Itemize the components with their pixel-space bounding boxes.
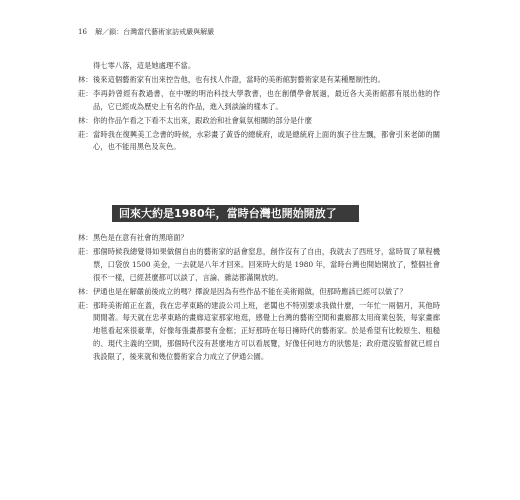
- dialogue-text: 你的作品乍看之下看不太出來，跟政治和社會氣氛相關的部分是什麼: [93, 115, 312, 125]
- running-header: [78, 27, 214, 37]
- interview-section-1: [78, 60, 440, 154]
- dialogue-paragraph: [78, 74, 440, 87]
- speaker-label: 林：: [78, 74, 93, 84]
- page-number: 16: [78, 28, 87, 36]
- dialogue-paragraph: [78, 88, 440, 114]
- dialogue-text: 得七零八落，這是她處理不當。: [93, 61, 196, 70]
- section-heading-banner: 回來大約是1980年，當時台灣也開始開放了: [112, 205, 359, 222]
- speaker-label: 林：: [78, 115, 93, 125]
- interview-section-2: [78, 232, 440, 364]
- speaker-label: 莊：: [78, 300, 93, 310]
- dialogue-text: 那時美術館正在蓋，我在忠孝東路的建設公司上班，老闆也不特別要求我做什麼，一年忙一兩個月，其他時間閒著。每天就在忠孝東路的畫廊這家那家地逛，感覺上台灣的藝術空間和畫廊都太用商業包裝，每家畫廊地毯看起來很豪華，好像每張畫都要有金框；正好那時在每日擁時代的藝術家。於是希望有比較原生、粗糙的、現代主義的空間，那個時代沒有甚麼地方可以看展覽，好像任何地方的狀態是；政府還沒監督就已經自我設限了，後來就和幾位藝術家合力成立了伊通公園。: [93, 300, 440, 362]
- dialogue-paragraph: [78, 115, 440, 128]
- dialogue-paragraph: [78, 232, 440, 245]
- speaker-label: 莊：: [78, 246, 93, 256]
- dialogue-text: 李再鈐曾經有教過書，在中壢的明治科技大學教書，也在創價學會展過，最近各大美術館都有展出他的作品，它已經成為歷史上有名的作品，進入到談論的樣本了。: [93, 88, 440, 111]
- speaker-label: 莊：: [78, 88, 93, 98]
- dialogue-paragraph: [78, 60, 440, 73]
- speaker-label: 林：: [78, 233, 93, 242]
- dialogue-text: 後來這個藝術家有出來控告他，也有找人作證，當時的美術館對藝術家是有某種壓制性的。: [93, 74, 385, 84]
- dialogue-text: 那個時候我總覺得如果做個自由的藝術家的話會窒息，創作沒有了自由，我就去了西班牙，當時買了單程機票，口袋放 1500 美金，一去就是八年才回來。回來時大約是 1980 年，當時台灣也開始開放了，整個社會很不一樣，已經甚麼都可以談了，言論、雜誌都滿開放的。: [93, 246, 440, 282]
- dialogue-paragraph: [78, 246, 440, 285]
- speaker-label: 莊：: [78, 129, 93, 139]
- dialogue-paragraph: [78, 286, 440, 299]
- dialogue-paragraph: [78, 300, 440, 365]
- dialogue-paragraph: [78, 129, 440, 155]
- speaker-label: [78, 60, 93, 73]
- dialogue-text: 當時我在復興美工念書的時候，水彩畫了黃昏的總統府，或是總統府上面的旗子往左飄，都會引來老師的關心，也不能用黑色及灰色。: [93, 129, 440, 152]
- running-title: 解／鎖：台灣當代藝術家訪戒嚴與解嚴: [95, 28, 215, 36]
- dialogue-text: 伊通也是在解嚴前後成立的嗎？擇說是因為有些作品不能在美術館做，但那時應該已經可以做了？: [93, 286, 407, 296]
- dialogue-text: 黑色是在意有社會的黑暗面？: [93, 233, 188, 242]
- speaker-label: 林：: [78, 286, 93, 296]
